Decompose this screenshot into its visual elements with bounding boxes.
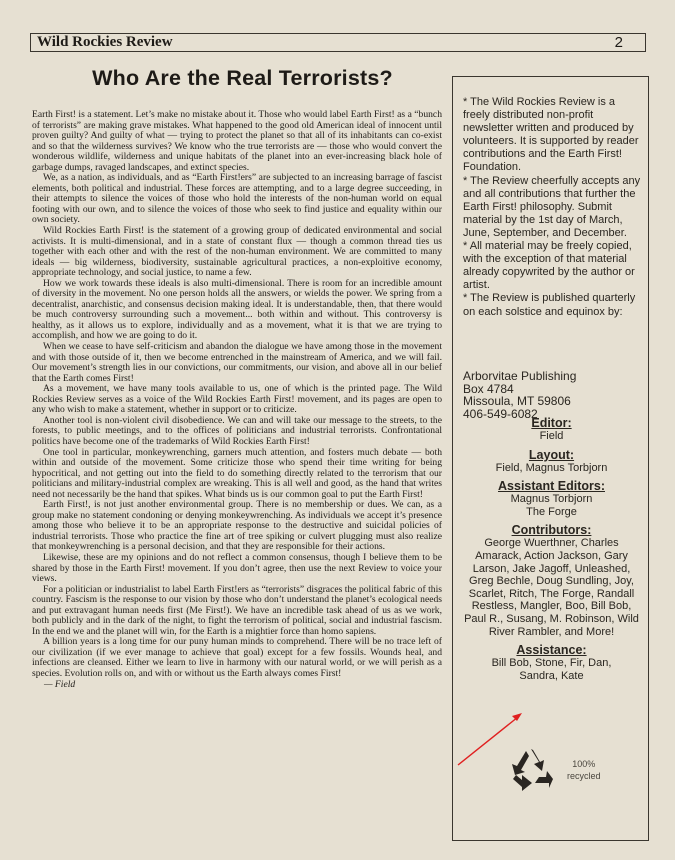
article-paragraph: Wild Rockies Earth First! is the statement of a growing group of dedicated environmental and social activists. It is multi-dimensional, and in a state of constant flux — though a common thread ties us together with each other and with the rest of the non-human environment. We are committed to many ideals — big wilderness, biodiversity, sustainable agricultural practices, a non-exploitive economy, appropriate technology, and social justice, to name a few. [32,225,442,279]
article-title: Who Are the Real Terrorists? [92,66,393,90]
article-paragraph: Earth First!, is not just another environmental group. There is no membership or dues. We can, as a group make no statement condoning or denying monkeywrenching. As individuals we accept it’s presence among those who believe it to be an appropriate response to the destructive and suicidal policies of industrial terrorists. Those who practice the fine art of tree spiking or culvert plugging must also realize that monkeywrenching is a personal decision, and that they are responsible for their actions. [32,499,442,553]
publication-name: Wild Rockies Review [37,34,173,50]
article-paragraph: Earth First! is a statement. Let’s make no mistake about it. Those who would label Earth First! as a “bunch of terrorists” are making grave mistakes. What happened to the good old American ideal of innocent until proven guilty? And guilty of what — trying to protect the planet so that all of its inhabitants can co-exist and so that the wilderness survives? We know who the true terrorists are — those who would convert the wonderous wildlife, wilderness and unique habitats of the planet into an ever-increasing black hole of garbage dumps, ravaged landscapes, and extinct species. [32,109,442,173]
article-paragraph: Another tool is non-violent civil disobedience. We can and will take our message to the streets, to the forests, to public meetings, and to the offices of politicians and industrial terrorists. Confrontational politics have become one of the trademarks of Wild Rockies Earth First! [32,414,442,447]
credit-names-contributors: George Wuerthner, Charles Amarack, Action Jackson, Gary Larson, Jake Jagoff, Unleashed, Greg Bechle, Doug Sundling, Joy, Scarlet, Ritch, The Forge, Randall Restless, Mangler, Boo, Bill Bob, Paul R., Susang, M. Robinson, Wild River Rambler, and More! [464,537,639,638]
info-paragraph: * All material may be freely copied, with the exception of that material already copywrited by the author or artist. [463,240,635,292]
recycled-word: recycled [567,771,601,781]
page-number: 2 [614,34,623,51]
address-line: Arborvitae Publishing [463,369,577,383]
masthead-sidebar [452,76,649,841]
publication-info [463,96,641,319]
info-paragraph: * The Review is published quarterly on each solstice and equinox by: [463,292,636,318]
credit-names-layout: Field, Magnus Torbjorn [495,461,608,474]
credit-heading-contributors: Contributors: [511,523,592,538]
credit-heading-editor: Editor: [531,416,572,430]
staff-credits [453,416,650,687]
article-signature: — Field [44,678,76,690]
recycle-icon [505,745,557,793]
address-line: 406-549-6082 [463,406,538,421]
page-header [30,33,646,52]
credit-heading-assistant-editors: Assistant Editors: [498,479,605,494]
credit-names-editor: Field [539,430,564,442]
recycled-logo [505,745,625,795]
address-line: Box 4784 [463,381,514,396]
publisher-address [463,370,641,420]
article-paragraph: We, as a nation, as individuals, and as “Earth First!ers” are subjected to an increasing barrage of fascist elements, both political and industrial. These forces are attempting, and to a large degree succeeding, in their attempts to silence the voices of those who hold the interests of the non-human world on equal footing with our own, and to silence the voices of those who seek to find justice and equality within our own society. [32,172,442,226]
article-paragraph: One tool in particular, monkeywrenching, garners much attention, and fosters much debate — both within and outside of the movement. Some criticize those who spend their time writing for being hypocritical, and not getting out into the field to do something directly related to the terrorism that our politicians and military-industrial complex are wreaking. This is all well and good, as the hand that writes need not necessarily be the hand that spikes. What binds us is our common goal to put the Earth First! [32,446,442,500]
article-paragraph: Likewise, these are my opinions and do not reflect a common consensus, though I believe them to be shared by those in the Earth First! movement. If you don’t agree, then use the next Review to voice your views. [32,551,442,585]
credit-heading-assistance: Assistance: [516,643,587,658]
article-body [32,110,442,690]
address-line: Missoula, MT 59806 [463,394,571,409]
info-paragraph: * The Review cheerfully accepts any and all contributions that further the Earth First! philosophy. Submit material by the 1st day of March, June, September, and December. [463,174,641,239]
credit-names-assistant-editors: Magnus Torbjorn The Forge [510,493,593,518]
article-paragraph: As a movement, we have many tools available to us, one of which is the printed page. The Wild Rockies Review serves as a voice of the Wild Rockies Earth First! movement, and its pages are open to any who wish to make a statement, whether in support or to criticize. [32,383,442,416]
info-paragraph: * The Wild Rockies Review is a freely distributed non-profit newsletter written and produced by volunteers. It is supported by reader contributions and the Earth First! Foundation. [463,96,639,174]
credit-heading-layout: Layout: [528,447,575,462]
credit-names-assistance: Bill Bob, Stone, Fir, Dan, Sandra, Kate [491,657,612,682]
recycled-percent: 100% [572,759,596,769]
article-paragraph: When we cease to have self-criticism and abandon the dialogue we have among those in the movement and with those outside of it, then we become entrenched in the mainstream of America, and we will fail. Our movement’s strength lies in our convictions, our commitments, our vision, and above all in our belief that the Earth comes First! [32,341,442,384]
article-paragraph: For a politician or industrialist to label Earth First!ers as “terrorists” disgraces the political fabric of this country. Fascism is the response to our vision by those who don’t understand the planet’s ecological needs and put extravagant human needs first (Me First!). We have an incredible task ahead of us as we work, both publicly and in the dark of the night, to fight the terrorism of political, social and industrial fascism. In the end we and the planet will win, for the Earth is a mightier force than homo sapiens. [32,583,442,637]
article-paragraph: A billion years is a long time for our puny human minds to comprehend. There will be no trace left of our civilization (if we ever manage to achieve that goal) except for a few fossils. Wounds heal, and infections are cleansed. Either we learn to live in harmony with our natural world, or we will perish as a species. Evolution rolls on, and with or without us the Earth always comes First! [32,636,442,679]
recycled-label [567,758,601,782]
article-paragraph: How we work towards these ideals is also multi-dimensional. There is room for an incredible amount of diversity in the movement. No one person holds all the answers, or wields the power. We spring from a decentralist, anarchistic, and consensus decision making ideal. It is understandable, then, that there would be much controversy surrounding such a movement... both within and without. This controversy is healthy, as it allows us to explore, individually and as a movement, what it is that we are trying to accomplish, and how we are going to do it. [32,277,442,342]
